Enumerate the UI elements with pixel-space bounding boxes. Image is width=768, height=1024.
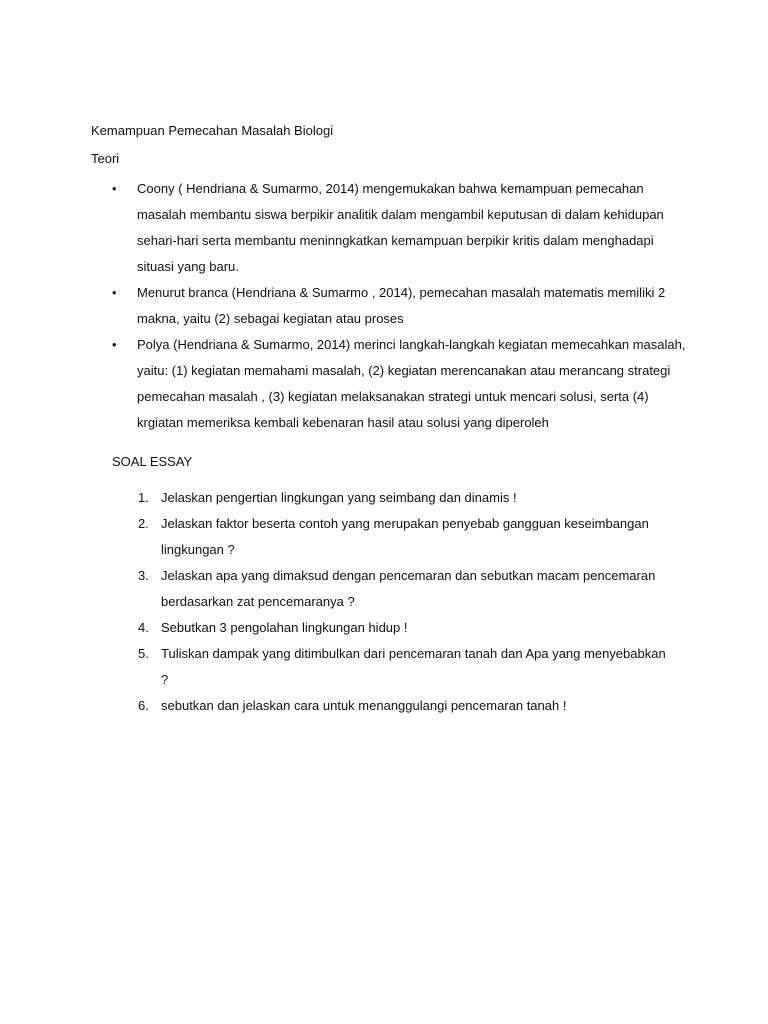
list-item [134, 693, 674, 719]
essay-heading: SOAL ESSAY [112, 454, 193, 469]
bullet-icon: • [112, 181, 117, 196]
question-text: sebutkan dan jelaskan cara untuk menanggulangi pencemaran tanah ! [161, 698, 567, 713]
question-text: Jelaskan faktor beserta contoh yang merupakan penyebab gangguan keseimbangan lingkungan ? [161, 516, 649, 557]
section-heading-teori: Teori [91, 151, 120, 166]
bullet-icon: • [112, 337, 117, 352]
list-item [112, 280, 692, 332]
question-number: 4. [138, 620, 149, 635]
question-text: Tuliskan dampak yang ditimbulkan dari pencemaran tanah dan Apa yang menyebabkan ? [161, 646, 666, 687]
list-item [112, 332, 692, 436]
list-item [134, 615, 674, 641]
question-number: 5. [138, 646, 149, 661]
question-number: 3. [138, 568, 149, 583]
bullet-text: Polya (Hendriana & Sumarmo, 2014) merinci langkah-langkah kegiatan memecahkan masalah, yaitu: (1) kegiatan memahami masalah, (2) kegiatan merencanakan atau merancang strategi pemecahan masalah , (3) kegiatan melaksanakan strategi untuk mencari solusi, serta (4) krgiatan memeriksa kembali kebenaran hasil atau solusi yang diperoleh [137, 337, 686, 430]
list-item [134, 641, 674, 693]
theory-bullet-list [112, 176, 692, 436]
list-item [134, 511, 674, 563]
bullet-text: Menurut branca (Hendriana & Sumarmo , 2014), pemecahan masalah matematis memiliki 2 makna, yaitu (2) sebagai kegiatan atau proses [137, 285, 666, 326]
question-number: 6. [138, 698, 149, 713]
question-number: 2. [138, 516, 149, 531]
list-item [134, 485, 674, 511]
bullet-text: Coony ( Hendriana & Sumarmo, 2014) mengemukakan bahwa kemampuan pemecahan masalah membantu siswa berpikir analitik dalam mengambil keputusan di dalam kehidupan sehari-hari serta membantu meninngkatkan kemampuan berpikir kritis dalam menghadapi situasi yang baru. [137, 181, 664, 274]
list-item [112, 176, 692, 280]
document-title: Kemampuan Pemecahan Masalah Biologi [91, 123, 334, 138]
question-text: Jelaskan apa yang dimaksud dengan pencemaran dan sebutkan macam pencemaran berdasarkan zat pencemaranya ? [161, 568, 656, 609]
essay-question-list [134, 485, 674, 719]
list-item [134, 563, 674, 615]
question-text: Jelaskan pengertian lingkungan yang seimbang dan dinamis ! [161, 490, 517, 505]
bullet-icon: • [112, 285, 117, 300]
question-number: 1. [138, 490, 149, 505]
question-text: Sebutkan 3 pengolahan lingkungan hidup ! [161, 620, 408, 635]
